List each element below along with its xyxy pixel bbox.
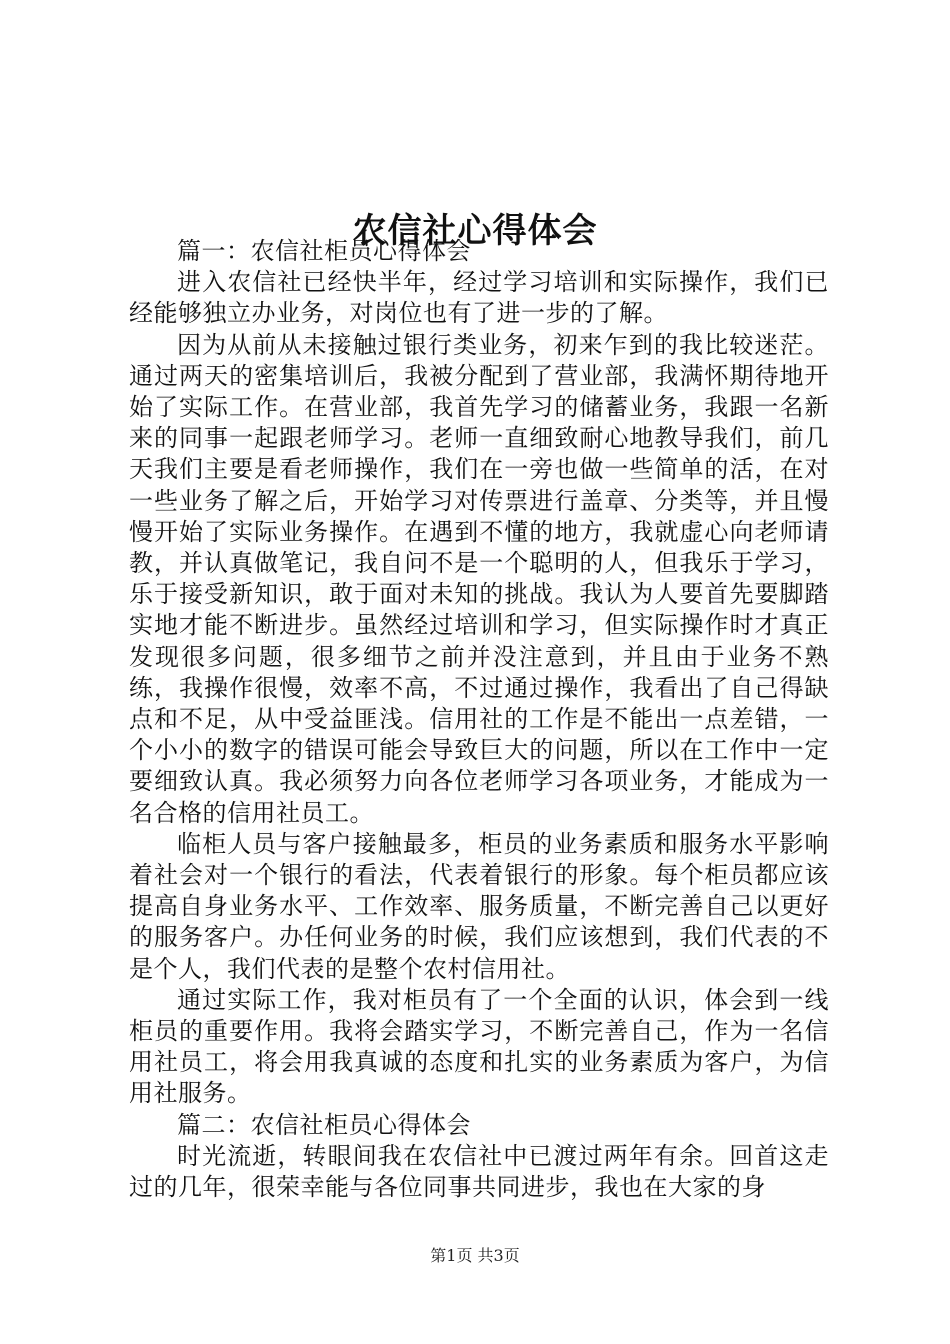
paragraph: 临柜人员与客户接触最多，柜员的业务素质和服务水平影响着社会对一个银行的看法，代表着银行的形象。每个柜员都应该提高自身业务水平、工作效率、服务质量，不断完善自己以更好的服务客户。办任何业务的时候，我们应该想到，我们代表的不是个人，我们代表的是整个农村信用社。 [129,829,829,983]
paragraph: 时光流逝，转眼间我在农信社中已渡过两年有余。回首这走过的几年，很荣幸能与各位同事共同进步，我也在大家的身 [129,1141,829,1202]
paragraph: 进入农信社已经快半年，经过学习培训和实际操作，我们已经能够独立办业务，对岗位也有了进一步的了解。 [129,268,829,328]
section-heading: 篇二：农信社柜员心得体会 [177,1110,471,1139]
document-title: 农信社心得体会 [352,210,598,251]
document-body [129,236,829,1203]
paragraph: 因为从前从未接触过银行类业务，初来乍到的我比较迷茫。通过两天的密集培训后，我被分配到了营业部，我满怀期待地开始了实际工作。在营业部，我首先学习的储蓄业务，我跟一名新来的同事一起跟老师学习。老师一直细致耐心地教导我们，前几天我们主要是看老师操作，我们在一旁也做一些简单的活，在对一些业务了解之后，开始学习对传票进行盖章、分类等，并且慢慢开始了实际业务操作。在遇到不懂的地方，我就虚心向老师请教，并认真做笔记，我自问不是一个聪明的人，但我乐于学习，乐于接受新知识，敢于面对未知的挑战。我认为人要首先要脚踏实地才能不断进步。虽然经过培训和学习，但实际操作时才真正发现很多问题，很多细节之前并没注意到，并且由于业务不熟练，我操作很慢，效率不高，不过通过操作，我看出了自己得缺点和不足，从中受益匪浅。信用社的工作是不能出一点差错，一个小小的数字的错误可能会导致巨大的问题，所以在工作中一定要细致认真。我必须努力向各位老师学习各项业务，才能成为一名合格的信用社员工。 [129,330,829,827]
page-number: 第1页 共3页 [430,1246,520,1265]
paragraph: 通过实际工作，我对柜员有了一个全面的认识，体会到一线柜员的重要作用。我将会踏实学习，不断完善自己，作为一名信用社员工，将会用我真诚的态度和扎实的业务素质为客户，为信用社服务。 [129,985,829,1108]
section-heading: 篇一：农信社柜员心得体会 [177,237,471,265]
